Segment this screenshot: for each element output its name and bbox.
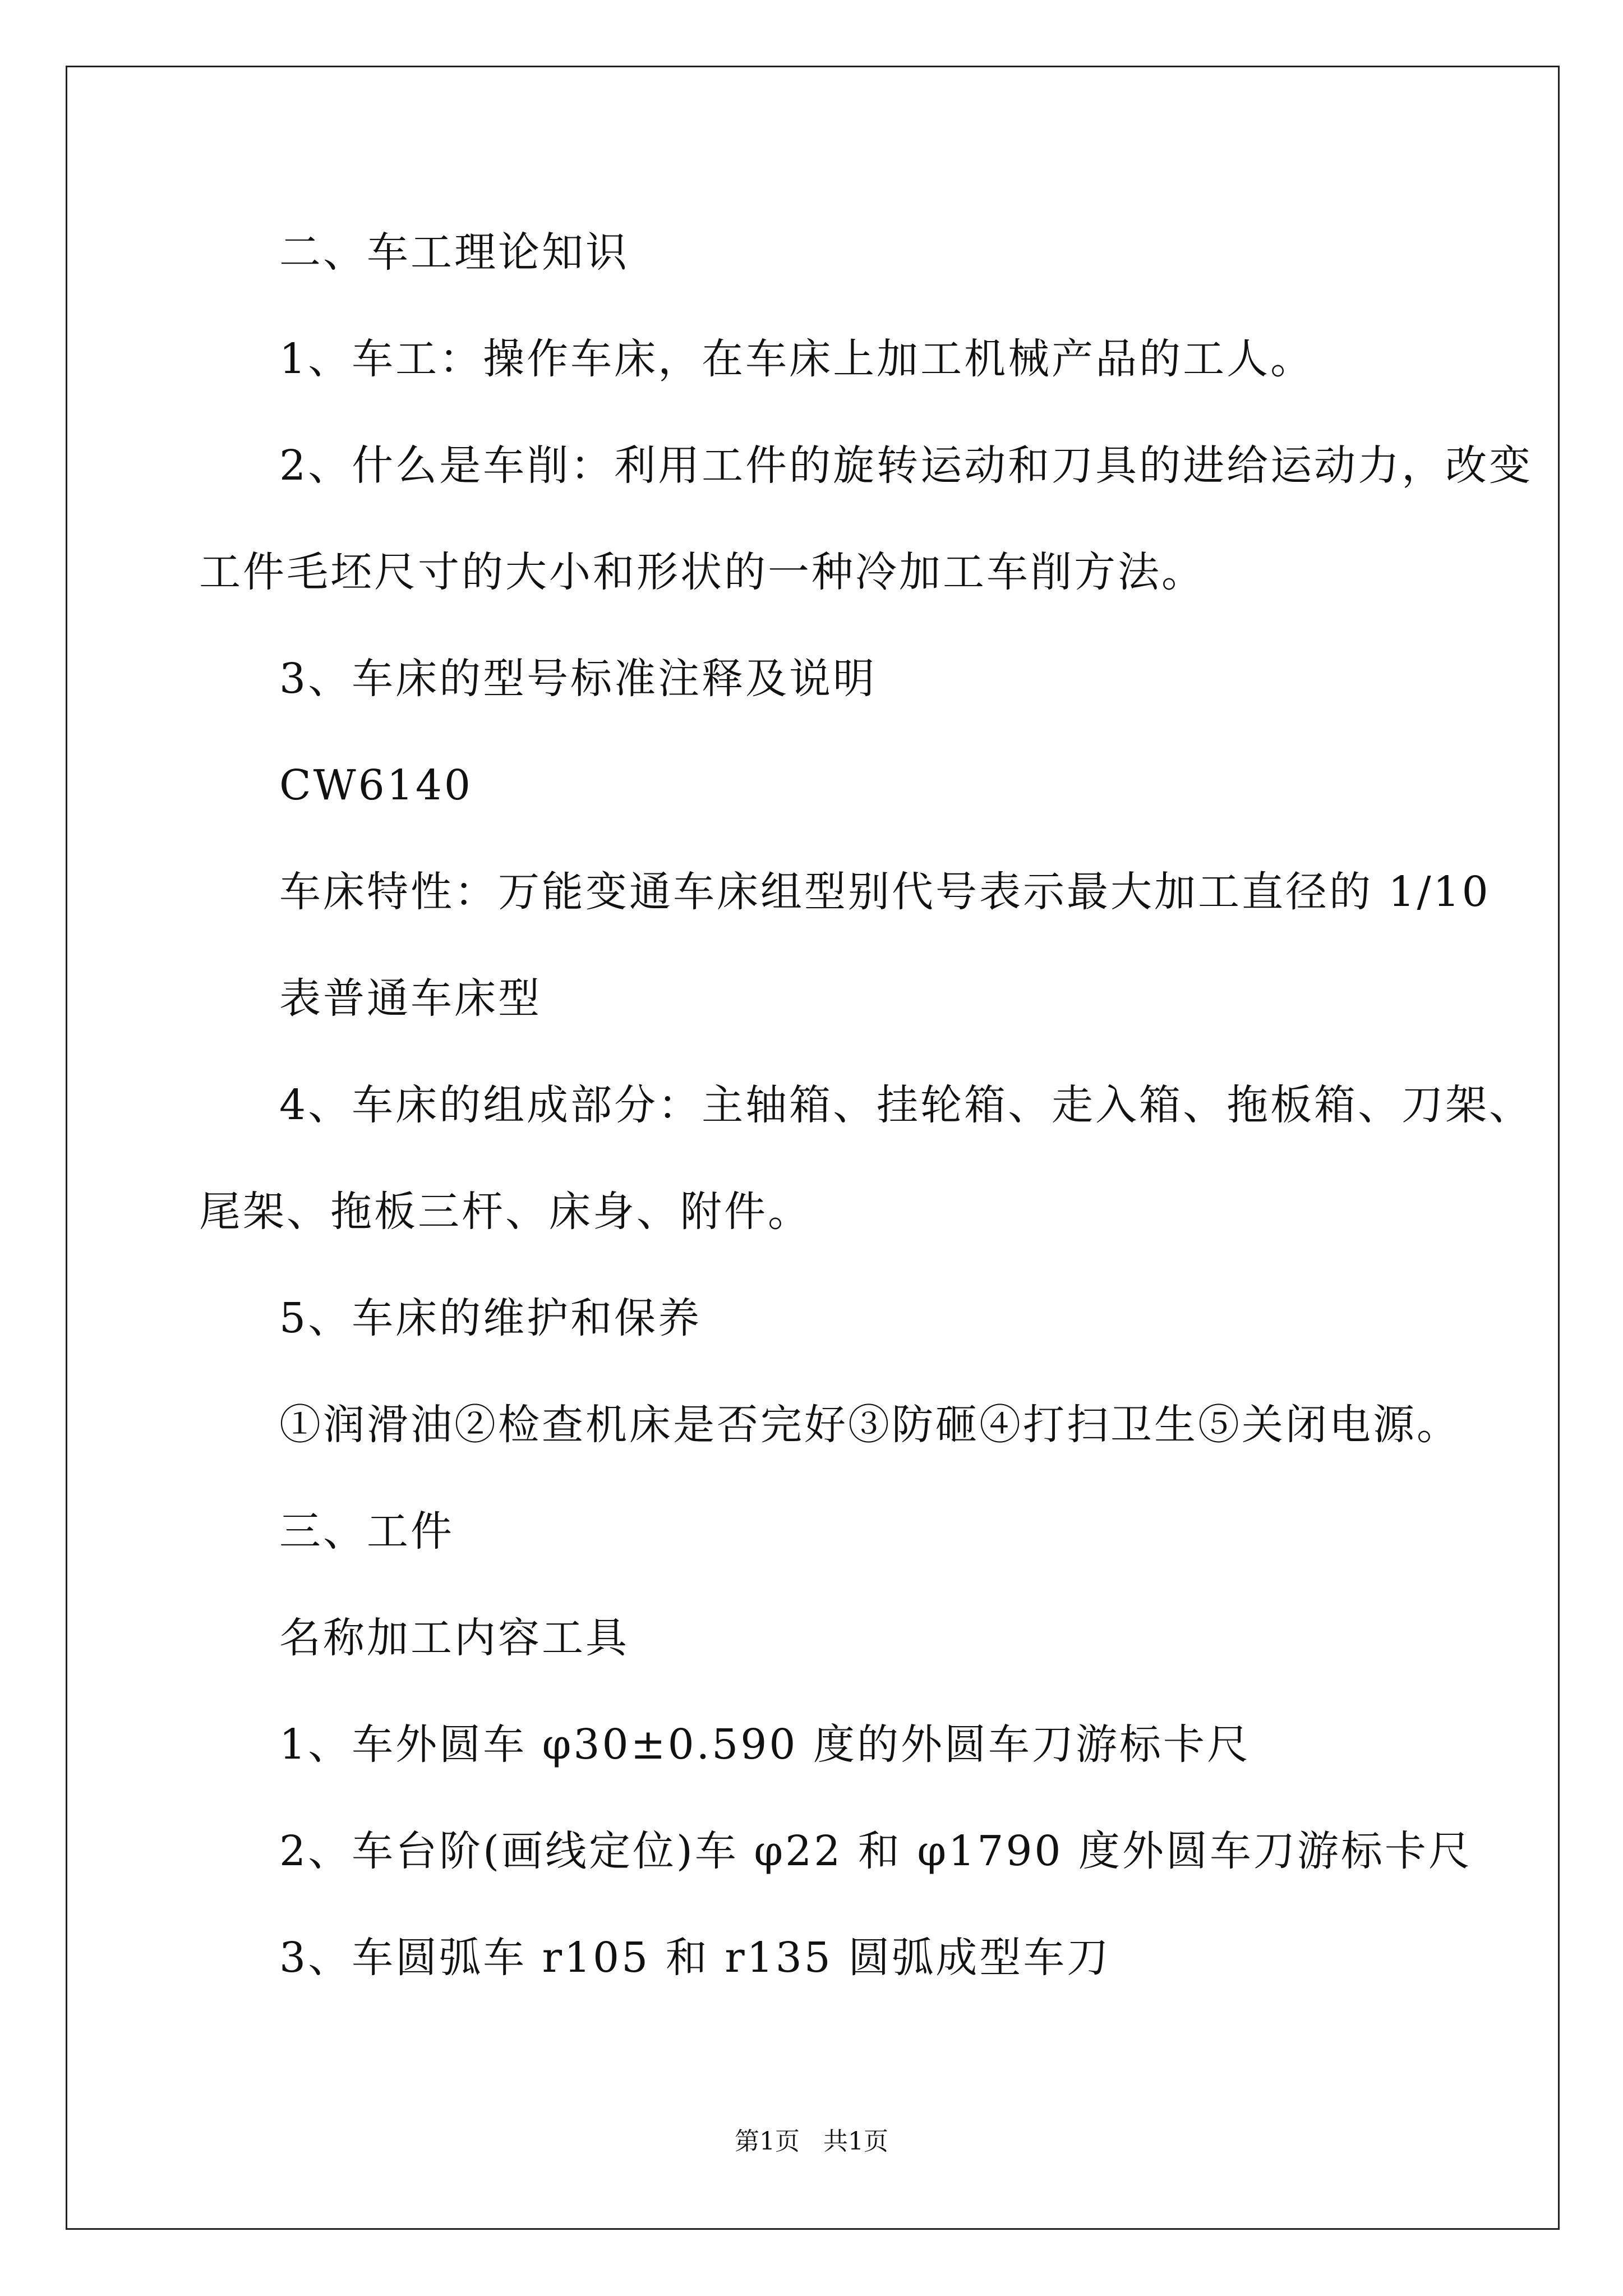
paragraph-line: 2、什么是车削：利用工件的旋转运动和刀具的进给运动力，改变 xyxy=(279,441,1533,490)
paragraph-line-continuation: 工件毛坯尺寸的大小和形状的一种冷加工车削方法。 xyxy=(199,548,1205,596)
paragraph-line: 1、车工：操作车床，在车床上加工机械产品的工人。 xyxy=(279,335,1315,383)
section-heading-theory: 二、车工理论知识 xyxy=(279,228,629,277)
workpiece-item: 1、车外圆车 φ30±0.590 度的外圆车刀游标卡尺 xyxy=(279,1720,1251,1769)
paragraph-line: 车床特性：万能变通车床组型别代号表示最大加工直径的 1/10 xyxy=(279,868,1491,916)
workpiece-item: 3、车圆弧车 r105 和 r135 圆弧成型车刀 xyxy=(279,1934,1111,1982)
section-heading-workpiece: 三、工件 xyxy=(279,1507,454,1556)
paragraph-line: 表普通车床型 xyxy=(279,974,542,1023)
workpiece-item: 2、车台阶(画线定位)车 φ22 和 φ1790 度外圆车刀游标卡尺 xyxy=(279,1827,1473,1875)
page-number-footer: 第1页 共1页 xyxy=(735,2127,888,2156)
paragraph-line: 5、车床的维护和保养 xyxy=(279,1294,702,1342)
page-border xyxy=(66,66,1560,2230)
paragraph-line: 4、车床的组成部分：主轴箱、挂轮箱、走入箱、拖板箱、刀架、 xyxy=(279,1081,1533,1129)
paragraph-line: 3、车床的型号标准注释及说明 xyxy=(279,655,877,703)
model-code: CW6140 xyxy=(279,761,473,809)
paragraph-line-continuation: 尾架、拖板三杆、床身、附件。 xyxy=(199,1188,811,1236)
table-header-line: 名称加工内容工具 xyxy=(279,1614,629,1662)
paragraph-line: ①润滑油②检查机床是否完好③防砸④打扫卫生⑤关闭电源。 xyxy=(279,1401,1460,1449)
